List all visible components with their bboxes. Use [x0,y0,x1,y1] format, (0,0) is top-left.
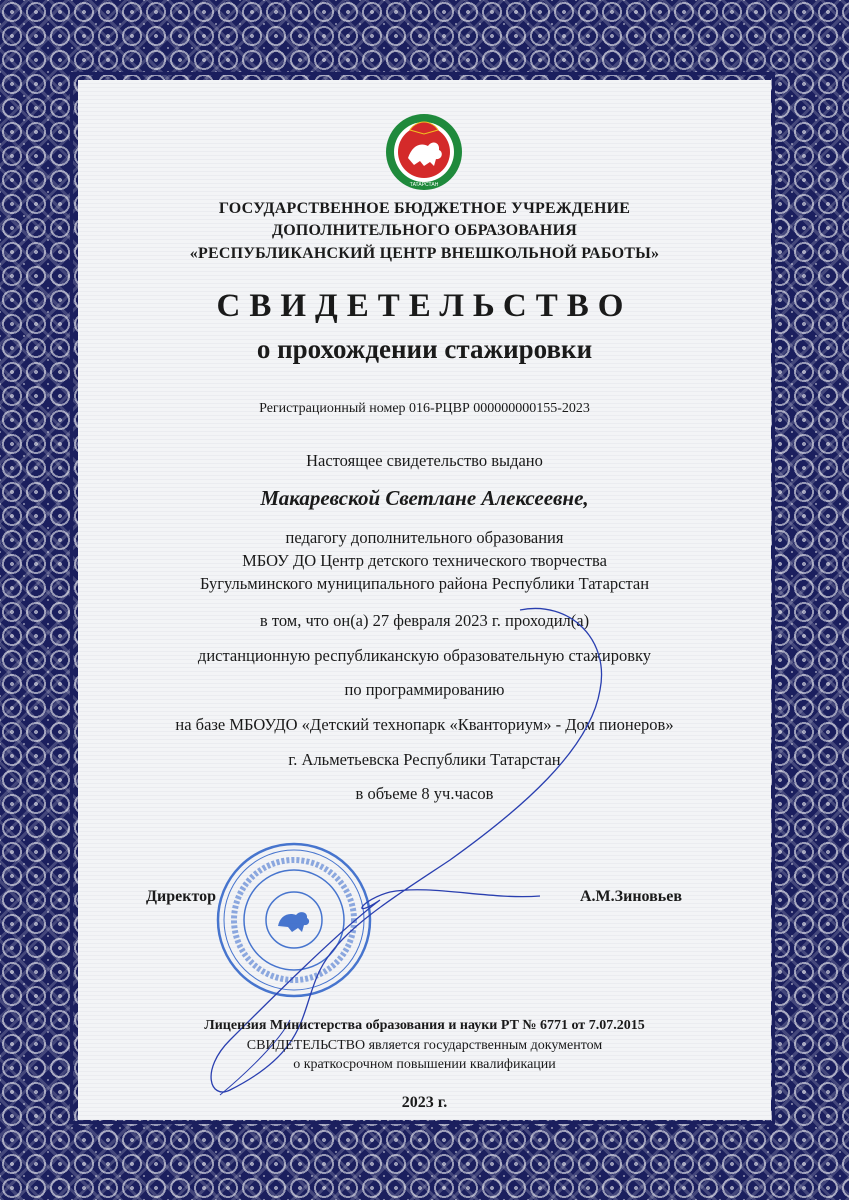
issued-to-text: Настоящее свидетельство выдано [306,451,543,470]
certificate-subtitle: о прохождении стажировки [256,334,593,364]
org-line-1: ГОСУДАРСТВЕННОЕ БЮДЖЕТНОЕ УЧРЕЖДЕНИЕ [218,200,631,217]
recipient-name: Макаревской Светлане Алексеевне, [260,486,589,510]
certificate-title: СВИДЕТЕЛЬСТВО [216,288,633,324]
org-line-2: ДОПОЛНИТЕЛЬНОГО ОБРАЗОВАНИЯ [272,222,577,239]
status-note-1: СВИДЕТЕЛЬСТВО является государственным документом [246,1038,603,1053]
signatory-name: А.М.Зиновьев [580,888,682,905]
registration-number: Регистрационный номер 016-РЦВР 000000000155-2023 [259,401,590,416]
body-line: педагогу дополнительного образования [285,528,564,547]
body-line: МБОУ ДО Центр детского технического творчества [242,551,607,570]
body-line: в объеме 8 уч.часов [355,784,494,803]
body-line: в том, что он(а) 27 февраля 2023 г. проходил(а) [259,611,590,630]
body-line: Бугульминского муниципального района Республики Татарстан [199,574,650,593]
status-note-2: о краткосрочном повышении квалификации [293,1057,556,1072]
body-line: дистанционную республиканскую образовательную стажировку [197,646,652,665]
tatarstan-emblem [384,112,464,192]
signatory-role: Директор [146,888,216,905]
org-line-3: «РЕСПУБЛИКАНСКИЙ ЦЕНТР ВНЕШКОЛЬНОЙ РАБОТЫ» [189,245,660,262]
license-line: Лицензия Министерства образования и науки РТ № 6771 от 7.07.2015 [204,1018,645,1033]
body-line: на базе МБОУДО «Детский технопарк «Кванториум» - Дом пионеров» [175,715,674,734]
issue-year: 2023 г. [401,1094,448,1111]
emblem-caption: ТАТАРСТАН [409,182,439,188]
body-line: по программированию [344,680,505,699]
body-line: г. Альметьевска Республики Татарстан [288,750,561,769]
